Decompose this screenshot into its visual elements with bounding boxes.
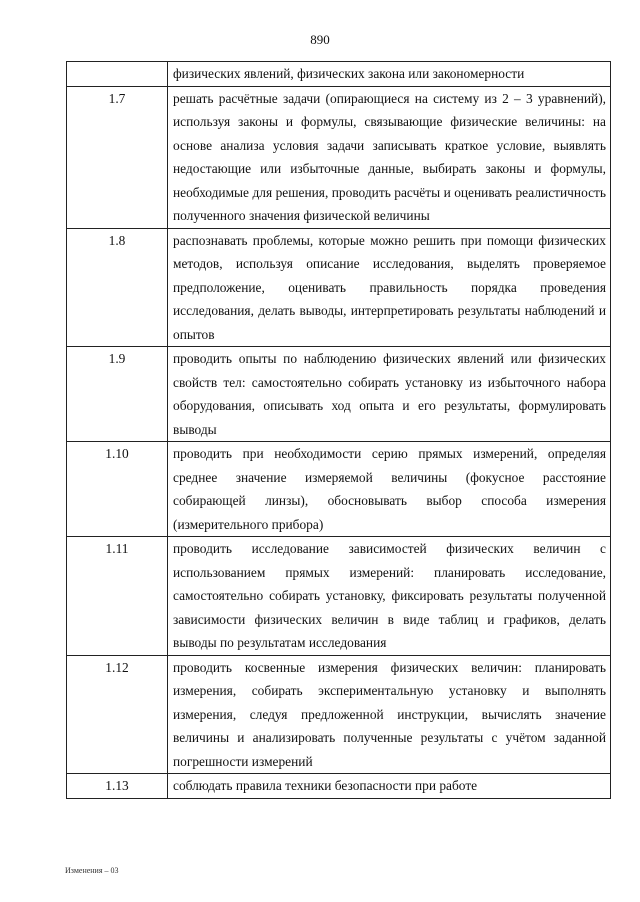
row-text: проводить исследование зависимостей физических величин с использованием прямых измерений: планировать исследование, самостоятельно собирать установку, фиксировать результаты полученной зависимости физических величин в виде таблиц и графиков, делать выводы по результатам исследования (168, 537, 611, 656)
row-number: 1.10 (67, 442, 168, 537)
row-text: проводить косвенные измерения физических величин: планировать измерения, собирать экспериментальную установку и выполнять измерения, следуя предложенной инструкции, вычислять значение величины и анализировать полученные результаты с учётом заданной погрешности измерений (168, 655, 611, 774)
table-row (67, 86, 611, 228)
row-number: 1.12 (67, 655, 168, 774)
row-text: проводить при необходимости серию прямых измерений, определяя среднее значение измеряемой величины (фокусное расстояние собирающей линзы), обосновывать выбор способа измерения (измерительного прибора) (168, 442, 611, 537)
row-text: решать расчётные задачи (опирающиеся на систему из 2 – 3 уравнений), используя законы и формулы, связывающие физические величины: на основе анализа условия задачи записывать краткое условие, выявлять недостающие или избыточные данные, выбирать законы и формулы, необходимые для решения, проводить расчёты и оценивать реалистичность полученного значения физической величины (168, 86, 611, 228)
table-row (67, 774, 611, 799)
row-text: физических явлений, физических закона или закономерности (168, 62, 611, 87)
footer-revision-note: Изменения – 03 (65, 866, 119, 875)
requirements-table (66, 61, 611, 799)
row-number: 1.13 (67, 774, 168, 799)
table-row (67, 442, 611, 537)
table-row (67, 537, 611, 656)
row-number (67, 62, 168, 87)
row-number: 1.7 (67, 86, 168, 228)
row-text: проводить опыты по наблюдению физических явлений или физических свойств тел: самостоятельно собирать установку из избыточного набора оборудования, описывать ход опыта и его результаты, формулировать выводы (168, 347, 611, 442)
table-row (67, 228, 611, 347)
table-row (67, 62, 611, 87)
page-number: 890 (310, 32, 330, 47)
row-number: 1.8 (67, 228, 168, 347)
table-row (67, 347, 611, 442)
row-text: соблюдать правила техники безопасности при работе (168, 774, 611, 799)
row-number: 1.11 (67, 537, 168, 656)
row-text: распознавать проблемы, которые можно решить при помощи физических методов, используя описание исследования, выделять проверяемое предположение, оценивать правильность порядка проведения исследования, делать выводы, интерпретировать результаты наблюдений и опытов (168, 228, 611, 347)
row-number: 1.9 (67, 347, 168, 442)
table-row (67, 655, 611, 774)
